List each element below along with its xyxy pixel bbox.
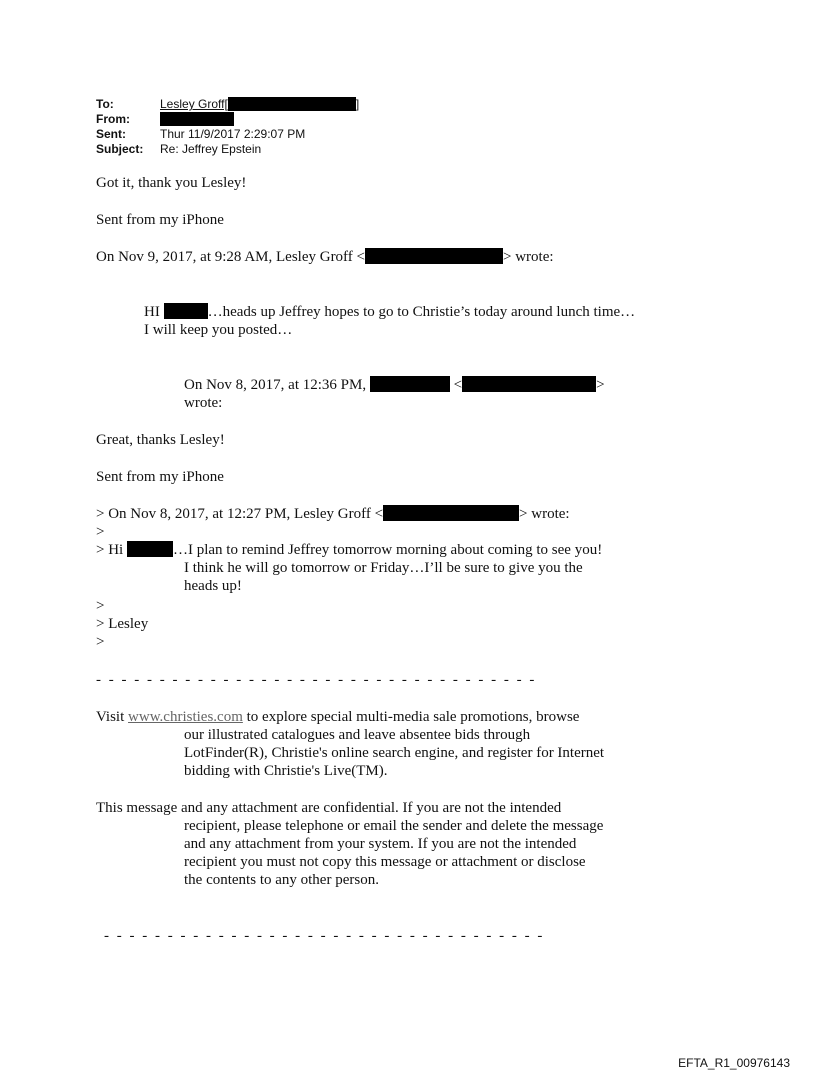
attribution-text: On Nov 8, 2017, at 12:36 PM,	[184, 377, 367, 393]
attribution-wrote: > wrote:	[503, 249, 554, 265]
to-name: Lesley Groff[	[160, 97, 228, 111]
greeting: > Hi	[96, 542, 124, 558]
confidentiality-notice: This message and any attachment are confidential. If you are not the intended	[96, 800, 562, 816]
divider-line: - - - - - - - - - - - - - - - - - - - - - - - - - - - - - - - - - - -	[96, 672, 537, 688]
greeting: HI	[144, 304, 160, 320]
quote-marker: >	[96, 634, 105, 650]
redaction-block	[160, 112, 234, 126]
quote-attribution	[184, 376, 605, 394]
gt-bracket: >	[596, 377, 605, 393]
to-row	[96, 97, 359, 112]
email-header	[96, 97, 359, 157]
redaction-block	[462, 376, 596, 392]
subject-row	[96, 142, 359, 157]
from-label: From:	[96, 112, 130, 126]
redaction-block	[127, 541, 173, 557]
footer-visit	[96, 708, 579, 726]
quote-text-line: heads up!	[184, 578, 242, 594]
to-label: To:	[96, 97, 114, 111]
reply-line: Got it, thank you Lesley!	[96, 175, 247, 191]
redaction-block	[164, 303, 208, 319]
sent-label: Sent:	[96, 127, 126, 141]
from-row	[96, 112, 359, 127]
sent-value: Thur 11/9/2017 2:29:07 PM	[160, 127, 306, 141]
quote-body	[96, 541, 602, 559]
quote-attribution	[96, 248, 554, 266]
document-id: EFTA_R1_00976143	[678, 1056, 790, 1070]
visit-text: to explore special multi-media sale promotions, browse	[242, 709, 580, 725]
footer-line: recipient, please telephone or email the sender and delete the message	[184, 818, 604, 834]
footer-line: the contents to any other person.	[184, 872, 379, 888]
attribution-text: > On Nov 8, 2017, at 12:27 PM, Lesley Groff <	[96, 506, 384, 522]
divider-line: - - - - - - - - - - - - - - - - - - - - - - - - - - - - - - - - - - -	[104, 928, 545, 944]
subject-value: Re: Jeffrey Epstein	[160, 142, 262, 156]
to-close-bracket: ]	[355, 97, 360, 111]
attribution-wrote: > wrote:	[519, 506, 570, 522]
reply-line: Great, thanks Lesley!	[96, 432, 225, 448]
redaction-block	[383, 505, 519, 521]
attribution-text: On Nov 9, 2017, at 9:28 AM, Lesley Groff <	[96, 249, 365, 265]
subject-label: Subject:	[96, 142, 144, 156]
signature: Sent from my iPhone	[96, 469, 224, 485]
christies-link[interactable]: www.christies.com	[128, 709, 243, 725]
sign-off: > Lesley	[96, 616, 149, 632]
footer-line: bidding with Christie's Live(TM).	[184, 763, 388, 779]
quote-text-line: I will keep you posted…	[144, 322, 293, 338]
quote-text: …heads up Jeffrey hopes to go to Christie’s today around lunch time…	[207, 304, 636, 320]
footer-line: and any attachment from your system. If you are not the intended	[184, 836, 577, 852]
lt-bracket: <	[453, 377, 463, 393]
redaction-block	[365, 248, 503, 264]
quote-text-line: I think he will go tomorrow or Friday…I’ll be sure to give you the	[184, 560, 583, 576]
quote-attribution	[96, 505, 570, 523]
attribution-wrote: wrote:	[184, 395, 223, 411]
footer-line: recipient you must not copy this message or attachment or disclose	[184, 854, 586, 870]
footer-line: LotFinder(R), Christie's online search engine, and register for Internet	[184, 745, 605, 761]
quote-marker: >	[96, 524, 105, 540]
visit-text: Visit	[96, 709, 129, 725]
redaction-block	[370, 376, 450, 392]
signature: Sent from my iPhone	[96, 212, 224, 228]
quote-text: …I plan to remind Jeffrey tomorrow morning about coming to see you!	[172, 542, 603, 558]
quote-marker: >	[96, 598, 105, 614]
quote-body	[144, 303, 635, 321]
redaction-block	[228, 97, 356, 111]
footer-line: our illustrated catalogues and leave absentee bids through	[184, 727, 531, 743]
sent-row	[96, 127, 359, 142]
